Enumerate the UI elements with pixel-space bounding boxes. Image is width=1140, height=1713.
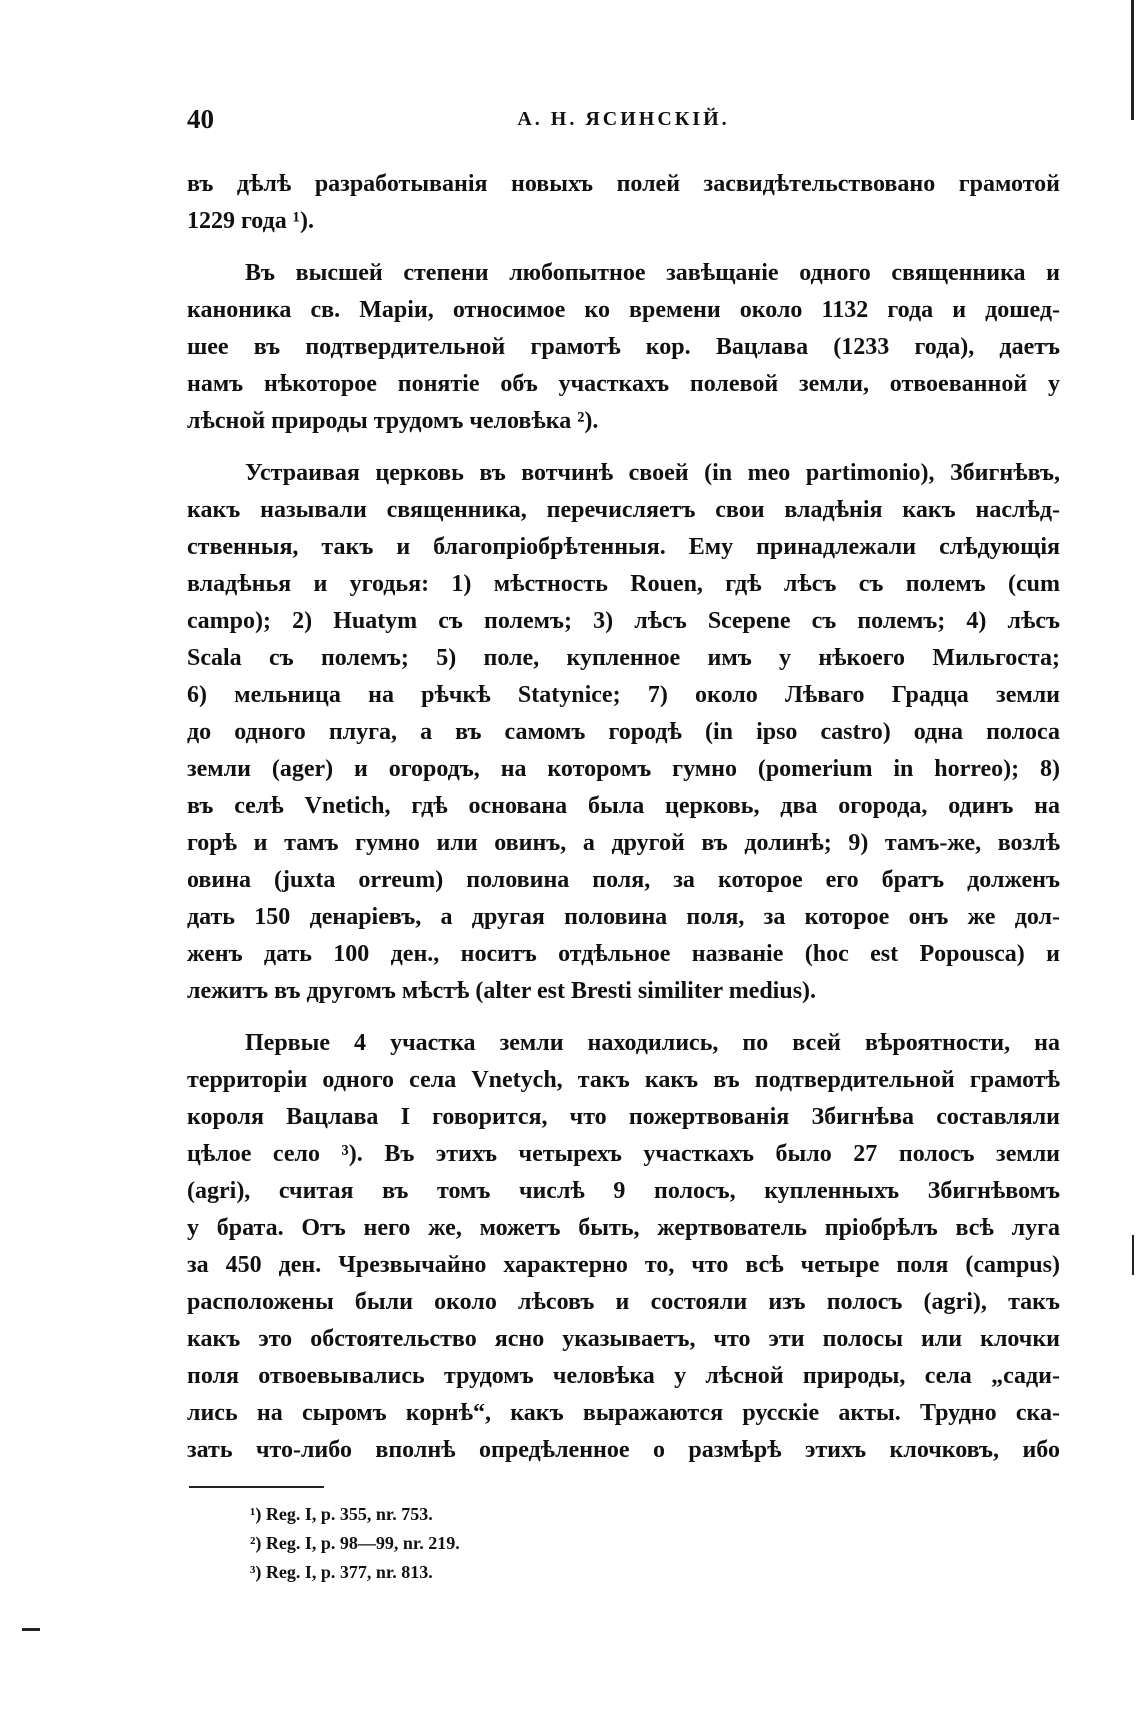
text-line: земли (ager) и огородъ, на которомъ гумно (pomerium in horreo); 8) [187, 756, 1060, 782]
text-line: шее въ подтвердительной грамотѣ кор. Вацлава (1233 года), даетъ [187, 334, 1060, 360]
page-number: 40 [187, 104, 214, 134]
text-line: лись на сыромъ корнѣ“, какъ выражаются русскіе акты. Трудно ска- [187, 1400, 1060, 1426]
scan-edge-mark [1131, 0, 1134, 120]
text-line: расположены были около лѣсовъ и состояли изъ полосъ (agri), такъ [187, 1289, 1060, 1315]
text-line: горѣ и тамъ гумно или овинъ, а другой въ долинѣ; 9) тамъ-же, возлѣ [187, 830, 1060, 856]
footnote-divider [189, 1486, 324, 1488]
page-header [187, 104, 1060, 140]
text-line: въ селѣ Vnetich, гдѣ основана была церковь, два огорода, одинъ на [187, 793, 1060, 819]
text-line: какъ называли священника, перечисляетъ свои владѣнія какъ наслѣд- [187, 497, 1060, 523]
body-text [187, 166, 1060, 1484]
text-line: за 450 ден. Чрезвычайно характерно то, что всѣ четыре поля (campus) [187, 1252, 1060, 1278]
text-line: лежитъ въ другомъ мѣстѣ (alter est Bresti similiter medius). [187, 978, 817, 1004]
paragraph [187, 255, 1060, 440]
text-line: лѣсной природы трудомъ человѣка ²). [187, 408, 599, 434]
text-line: цѣлое село ³). Въ этихъ четырехъ участкахъ было 27 полосъ земли [187, 1141, 1060, 1167]
text-line: какъ это обстоятельство ясно указываетъ, что эти полосы или клочки [187, 1326, 1060, 1352]
footnote: ¹) Reg. I, p. 355, nr. 753. [250, 1504, 433, 1524]
text-line: намъ нѣкоторое понятіе объ участкахъ полевой земли, отвоеванной у [187, 371, 1060, 397]
text-line: поля отвоевывались трудомъ человѣка у лѣсной природы, села „сади- [187, 1363, 1060, 1389]
text-line: Первые 4 участка земли находились, по всей вѣроятности, на [245, 1030, 1060, 1056]
footnotes [250, 1500, 460, 1587]
text-line: 6) мельница на рѣчкѣ Statynice; 7) около Лѣваго Градца земли [187, 682, 1060, 708]
text-line: у брата. Отъ него же, можетъ быть, жертвователь пріобрѣлъ всѣ луга [187, 1215, 1060, 1241]
text-line: каноника св. Маріи, относимое ко времени около 1132 года и дошед- [187, 297, 1060, 323]
text-line: владѣнья и угодья: 1) мѣстность Rouen, гдѣ лѣсъ съ полемъ (cum [187, 571, 1060, 597]
text-line: 1229 года ¹). [187, 208, 314, 234]
text-line: территоріи одного села Vnetych, такъ какъ въ подтвердительной грамотѣ [187, 1067, 1060, 1093]
running-head: А. Н. ЯСИНСКІЙ. [517, 108, 730, 130]
text-line: въ дѣлѣ разработыванія новыхъ полей засвидѣтельствовано грамотой [187, 171, 1060, 197]
text-line: Въ высшей степени любопытное завѣщаніе одного священника и [245, 260, 1060, 286]
text-line: дать 150 денаріевъ, а другая половина поля, за которое онъ же дол- [187, 904, 1060, 930]
footnote: ²) Reg. I, p. 98—99, nr. 219. [250, 1533, 460, 1553]
text-line: короля Вацлава I говорится, что пожертвованія Збигнѣва составляли [187, 1104, 1060, 1130]
text-line: до одного плуга, а въ самомъ городѣ (in ipso castro) одна полоса [187, 719, 1060, 745]
scan-edge-mark [1132, 1235, 1134, 1275]
scan-edge-mark [22, 1628, 40, 1631]
text-line: женъ дать 100 ден., носитъ отдѣльное названіе (hoc est Popousca) и [187, 941, 1060, 967]
text-line: Устраивая церковь въ вотчинѣ своей (in meo partimonio), Збигнѣвъ, [245, 460, 1060, 486]
text-line: (agri), считая въ томъ числѣ 9 полосъ, купленныхъ Збигнѣвомъ [187, 1178, 1060, 1204]
paragraph [187, 455, 1060, 1010]
text-line: campo); 2) Huatym съ полемъ; 3) лѣсъ Scepene съ полемъ; 4) лѣсъ [187, 608, 1060, 634]
paragraph [187, 166, 1060, 240]
paragraph [187, 1025, 1060, 1469]
text-line: ственныя, такъ и благопріобрѣтенныя. Ему принадлежали слѣдующія [187, 534, 1060, 560]
text-line: овина (juxta orreum) половина поля, за которое его братъ долженъ [187, 867, 1060, 893]
footnote: ³) Reg. I, p. 377, nr. 813. [250, 1562, 433, 1582]
text-line: зать что-либо вполнѣ опредѣленное о размѣрѣ этихъ клочковъ, ибо [187, 1437, 1060, 1463]
text-line: Scala съ полемъ; 5) поле, купленное имъ у нѣкоего Мильгоста; [187, 645, 1060, 671]
